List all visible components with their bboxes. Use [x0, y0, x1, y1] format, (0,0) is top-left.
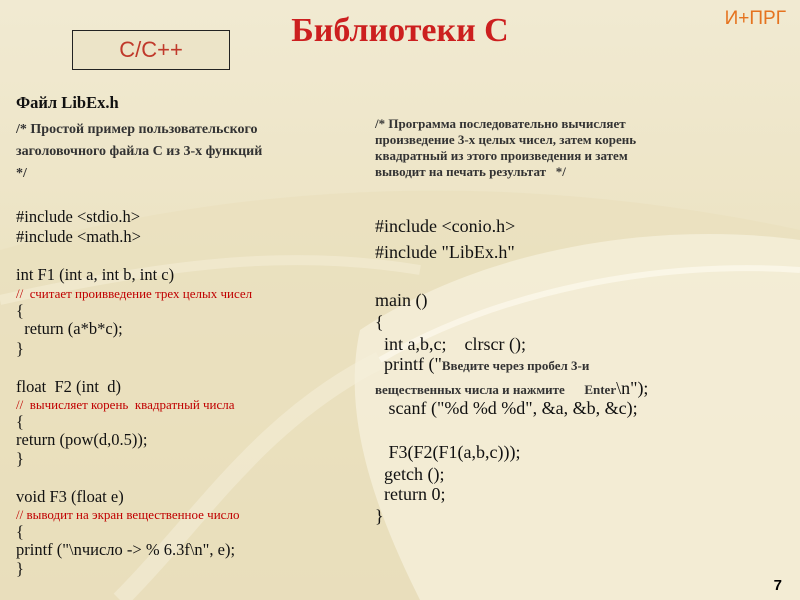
- comment-line: /* Программа последовательно вычисляет: [375, 116, 626, 131]
- comment-line: выводит на печать результат */: [375, 164, 566, 179]
- code-comment: // вычисляет корень квадратный числа: [16, 397, 235, 412]
- comment-line: заголовочного файла С из 3-х функций: [16, 144, 263, 159]
- code-line: return 0;: [375, 484, 446, 504]
- code-line: scanf ("%d %d %d", &a, &b, &c);: [375, 398, 638, 418]
- brace: {: [16, 301, 24, 320]
- code-line: getch ();: [375, 464, 445, 484]
- file-label: Файл LibEx.h: [16, 93, 119, 112]
- code-line: return (a*b*c);: [16, 319, 123, 338]
- code-line: [375, 378, 648, 398]
- code-line: int a,b,c; clrscr ();: [375, 334, 526, 354]
- include-line: #include <conio.h>: [375, 216, 516, 236]
- code-comment: // считает проивведение трех целых чисел: [16, 286, 253, 301]
- slide-title: Библиотеки C: [291, 12, 509, 49]
- brace: {: [16, 522, 24, 541]
- comment-line: произведение 3-х целых чисел, затем корень: [375, 132, 637, 147]
- code-line: F3(F2(F1(a,b,c)));: [375, 442, 521, 462]
- code-fragment: printf (": [375, 354, 442, 374]
- code-fragment: \n");: [616, 378, 649, 398]
- code-fragment: Введите через пробел 3-и: [441, 358, 590, 373]
- corner-tag: И+ПРГ: [724, 8, 786, 29]
- include-line: #include <math.h>: [16, 227, 141, 246]
- function-signature: float F2 (int d): [16, 377, 121, 396]
- code-comment: // выводит на экран вещественное число: [16, 507, 240, 522]
- brace: {: [375, 312, 384, 332]
- function-signature: void F3 (float e): [16, 487, 124, 506]
- include-line: #include <stdio.h>: [16, 207, 141, 226]
- code-line: [375, 354, 589, 374]
- brace: }: [16, 559, 24, 578]
- comment-line: */: [16, 166, 27, 181]
- language-badge-label: C/C++: [119, 37, 183, 62]
- code-line: printf ("\nчисло -> % 6.3f\n", e);: [16, 540, 236, 559]
- brace: }: [375, 506, 384, 526]
- comment-line: /* Простой пример пользовательского: [16, 122, 258, 137]
- brace: }: [16, 339, 24, 358]
- brace: {: [16, 412, 24, 431]
- main-signature: main (): [375, 290, 428, 310]
- comment-line: квадратный из этого произведения и затем: [375, 148, 628, 163]
- code-line: return (pow(d,0.5));: [16, 430, 148, 449]
- code-fragment: вещественных числа и нажмите Enter: [375, 382, 617, 397]
- brace: }: [16, 449, 24, 468]
- language-badge: [72, 30, 230, 70]
- page-number: 7: [773, 577, 782, 594]
- function-signature: int F1 (int a, int b, int c): [16, 265, 175, 284]
- include-line: #include "LibEx.h": [375, 242, 515, 262]
